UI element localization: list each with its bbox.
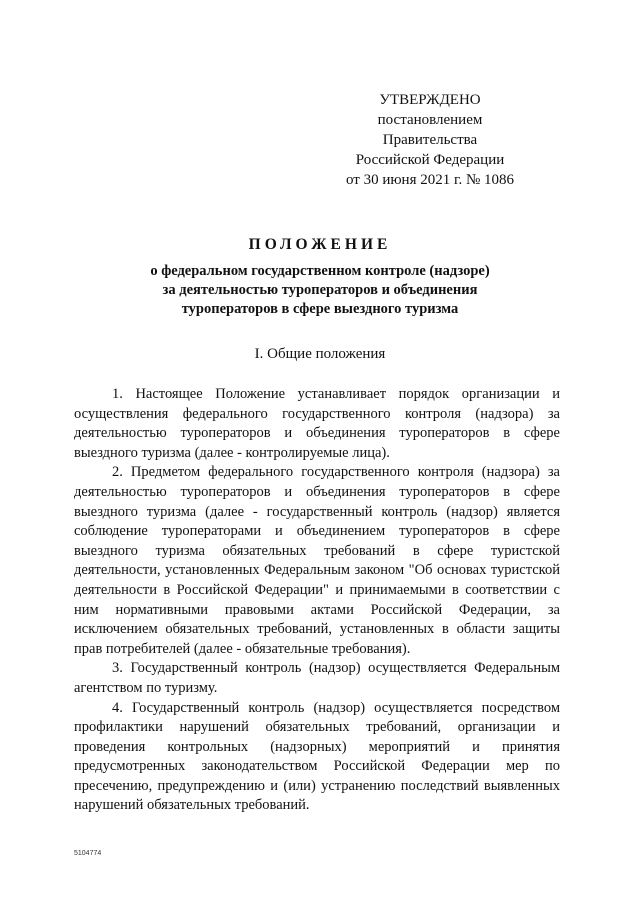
paragraph-1: 1. Настоящее Положение устанавливает порядок организации и осуществления федерального государственного контроля (надзора) за деятельностью туроператоров и объединения туроператоров в сфере выездного туризма (далее - контролируемые лица). bbox=[74, 386, 560, 461]
section-heading: I. Общие положения bbox=[254, 346, 386, 362]
approval-date-number-line: от 30 июня 2021 г. № 1086 bbox=[345, 172, 515, 188]
document-code: 5104774 bbox=[74, 850, 102, 857]
subtitle-line-2: за деятельностью туроператоров и объединения bbox=[162, 282, 478, 298]
document-body bbox=[74, 385, 560, 816]
paragraph-3: 3. Государственный контроль (надзор) осуществляется Федеральным агентством по туризму. bbox=[74, 660, 560, 696]
approval-authority-line: Российской Федерации bbox=[355, 152, 505, 168]
approval-by-line: постановлением Правительства bbox=[377, 112, 483, 148]
subtitle-line-1: о федеральном государственном контроле (надзоре) bbox=[150, 263, 490, 279]
document-subtitle bbox=[0, 262, 640, 319]
paragraph-2: 2. Предметом федерального государственного контроля (надзора) за деятельностью туроператоров и объединения туроператоров в сфере выездного туризма (далее - государственный контроль (надзор) является соблюдение туроператорами и объединением туроператоров в сфере выездного туризма обязательных требований в сфере туристской деятельности, установленных Федеральным законом "Об основах туристской деятельности в Российской Федерации" и принимаемыми в соответствии с ним нормативными правовыми актами Российской Федерации, за исключением обязательных требований, установленных в области защиты прав потребителей (далее - обязательные требования). bbox=[74, 464, 560, 657]
subtitle-line-3: туроператоров в сфере выездного туризма bbox=[181, 301, 459, 317]
document-title: ПОЛОЖЕНИЕ bbox=[248, 236, 392, 253]
approval-block bbox=[330, 90, 530, 190]
paragraph-4: 4. Государственный контроль (надзор) осуществляется посредством профилактики нарушений обязательных требований, организации и проведения контрольных (надзорных) мероприятий и принятия предусмотренных законодательством Российской Федерации мер по пресечению, предупреждению и (или) устранению последствий выявленных нарушений обязательных требований. bbox=[74, 699, 560, 814]
approval-heading: УТВЕРЖДЕНО bbox=[379, 92, 481, 108]
